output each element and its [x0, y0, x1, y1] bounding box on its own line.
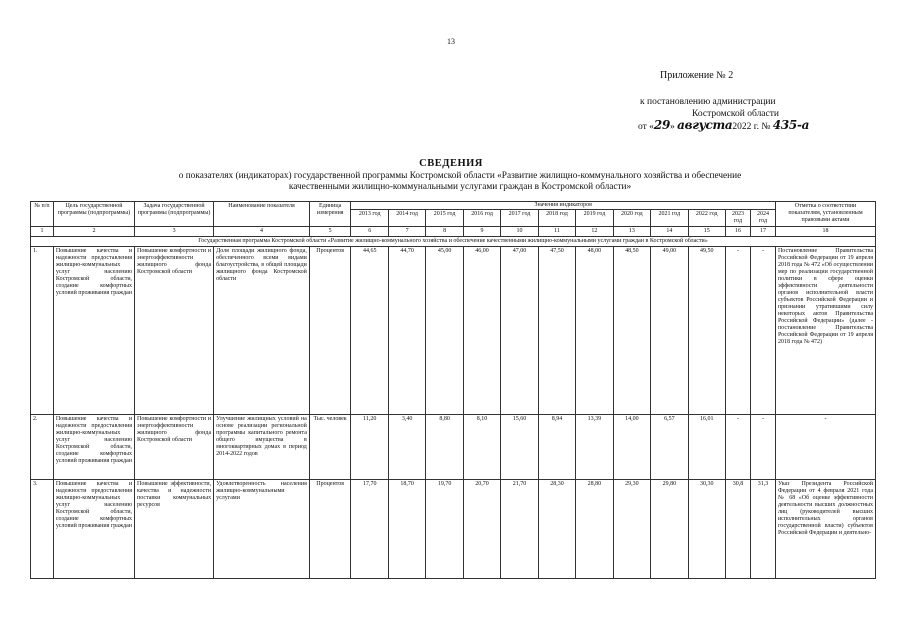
header-year: 2019 год [576, 210, 613, 227]
row-num: 2. [31, 415, 54, 480]
row-value: 15,60 [501, 415, 538, 480]
row-indicator-name: Улучшение жилищных условий на основе реализации региональной программы капитального ремонта общего имущества в многоквартирных домах в период 2014-2022 годов [214, 415, 310, 480]
row-unit: Процентов [309, 247, 351, 415]
program-title: Государственная программа Костромской области «Развитие жилищно-коммунального хозяйства и обеспечение качественными жилищно-коммунальными услугами граждан в Костромской области» [31, 237, 876, 247]
column-index: 3 [135, 227, 214, 237]
row-value: 47,50 [538, 247, 575, 415]
row-num: 3. [31, 480, 54, 579]
row-value: 44,65 [351, 247, 388, 415]
header-values: Значения индикаторов [351, 202, 776, 210]
header-note: Отметка о соответствии показателям, установленным правовыми актами [775, 202, 875, 227]
header-year: 2021 год [651, 210, 688, 227]
document-subtitle: о показателях (индикаторах) государственной программы Костромской области «Развитие жилищно-коммунального хозяйства и обеспечение качественными жилищно-коммунальными услугами граждан в Костромской области» [178, 171, 742, 192]
row-value: - [726, 415, 751, 480]
column-index: 16 [726, 227, 751, 237]
row-value: 31,3 [750, 480, 775, 579]
row-value: 11,20 [351, 415, 388, 480]
decree-date-mid: » [670, 122, 675, 132]
row-task: Повышение комфортности и энергоэффективности жилищного фонда Костромской области [135, 247, 214, 415]
column-index: 6 [351, 227, 388, 237]
header-year: 2013 год [351, 210, 388, 227]
column-index: 11 [538, 227, 575, 237]
column-index: 7 [388, 227, 425, 237]
row-unit: Тыс. человек [309, 415, 351, 480]
header-row-1 [31, 202, 876, 210]
page-number: 13 [447, 37, 455, 46]
column-index: 17 [750, 227, 775, 237]
column-index: 15 [688, 227, 725, 237]
row-value: 16,01 [688, 415, 725, 480]
row-value: 30,8 [726, 480, 751, 579]
header-year: 2017 год [501, 210, 538, 227]
row-value: 8,80 [426, 415, 463, 480]
row-value: 49,50 [688, 247, 725, 415]
header-goal: Цель государственной программы (подпрограммы) [53, 202, 134, 227]
row-value: 20,70 [463, 480, 500, 579]
row-note: Постановление Правительства Российской Федерации от 19 апреля 2018 года № 472 «Об осуществлении мер по реализации государственной политики в сфере оценки эффективности деятельности органов исполнительной власти субъектов Российской Федерации и признании утратившими силу некоторых актов Правительства Российской Федерации» (далее - постановление Правительства Российской Федерации от 19 апреля 2018 года № 472) [775, 247, 875, 415]
column-index: 2 [53, 227, 134, 237]
row-indicator-name: Удовлетворенность населения жилищно-коммунальными услугами [214, 480, 310, 579]
appendix-label: Приложение № 2 [660, 70, 734, 81]
table-row [31, 480, 876, 579]
row-indicator-name: Доля площади жилищного фонда, обеспеченного всеми видами благоустройства, в общей площади жилищного фонда Костромской области [214, 247, 310, 415]
row-value: 19,70 [426, 480, 463, 579]
column-index: 13 [613, 227, 650, 237]
decree-line-1: к постановлению администрации [640, 97, 776, 107]
row-value: 28,30 [538, 480, 575, 579]
row-task: Повышение эффективности, качества и надежности поставки коммунальных ресурсов [135, 480, 214, 579]
row-value: 48,50 [613, 247, 650, 415]
row-value: 46,00 [463, 247, 500, 415]
column-index: 1 [31, 227, 54, 237]
column-index: 5 [309, 227, 351, 237]
program-row [31, 237, 876, 247]
table-row [31, 247, 876, 415]
row-value: 45,00 [426, 247, 463, 415]
row-value: - [750, 415, 775, 480]
table-row [31, 415, 876, 480]
column-index: 12 [576, 227, 613, 237]
header-task: Задача государственной программы (подпрограммы) [135, 202, 214, 227]
row-value: 8,10 [463, 415, 500, 480]
handwritten-number: 435-а [772, 118, 810, 132]
row-goal: Повышение качества и надежности предоставления жилищно-коммунальных услуг населению Костромской области, создание комфортных условий проживания граждан [53, 480, 134, 579]
row-value: 29,30 [613, 480, 650, 579]
column-index: 9 [463, 227, 500, 237]
column-index-row [31, 227, 876, 237]
column-index: 10 [501, 227, 538, 237]
row-value: 21,70 [501, 480, 538, 579]
header-year: 2016 год [463, 210, 500, 227]
row-value: 29,80 [651, 480, 688, 579]
row-value: 18,70 [388, 480, 425, 579]
header-name: Наименование показателя [214, 202, 310, 227]
header-year: 2014 год [388, 210, 425, 227]
decree-date-year: 2022 г. № [732, 122, 771, 132]
handwritten-month: августа [677, 118, 733, 132]
row-value: 3,40 [388, 415, 425, 480]
column-index: 18 [775, 227, 875, 237]
row-num: 1. [31, 247, 54, 415]
document-title: СВЕДЕНИЯ [419, 158, 483, 169]
row-value: 30,30 [688, 480, 725, 579]
row-note: - [775, 415, 875, 480]
row-value: 13,39 [576, 415, 613, 480]
decree-reference [640, 97, 809, 134]
header-num: № п/п [31, 202, 54, 227]
handwritten-day: 29 [653, 118, 671, 132]
decree-date-prefix: от « [638, 122, 654, 132]
row-value: - [726, 247, 751, 415]
row-goal: Повышение качества и надежности предоставления жилищно-коммунальных услуг населению Костромской области, создание комфортных условий проживания граждан [53, 415, 134, 480]
row-value: 14,00 [613, 415, 650, 480]
row-value: 44,70 [388, 247, 425, 415]
row-value: 28,80 [576, 480, 613, 579]
row-goal: Повышение качества и надежности предоставления жилищно-коммунальных услуг населению Костромской области, создание комфортных условий проживания граждан [53, 247, 134, 415]
header-year: 2023 год [726, 210, 751, 227]
column-index: 4 [214, 227, 310, 237]
row-value: - [750, 247, 775, 415]
header-year: 2022 год [688, 210, 725, 227]
row-value: 8,94 [538, 415, 575, 480]
header-year: 2024 год [750, 210, 775, 227]
row-value: 6,57 [651, 415, 688, 480]
decree-date-line [638, 120, 809, 134]
header-year: 2018 год [538, 210, 575, 227]
header-year: 2015 год [426, 210, 463, 227]
row-unit: Процентов [309, 480, 351, 579]
row-note: Указ Президента Российской Федерации от 4 февраля 2021 года № 68 «Об оценке эффективности деятельности высших должностных лиц (руководителей высших исполнительных органов государственной власти) субъектов Российской Федерации и деятельно- [775, 480, 875, 579]
row-value: 47,00 [501, 247, 538, 415]
header-year: 2020 год [613, 210, 650, 227]
decree-line-2: Костромской области [692, 108, 779, 119]
row-value: 48,00 [576, 247, 613, 415]
row-value: 17,70 [351, 480, 388, 579]
row-value: 49,00 [651, 247, 688, 415]
column-index: 14 [651, 227, 688, 237]
header-unit: Единица измерения [309, 202, 351, 227]
column-index: 8 [426, 227, 463, 237]
row-task: Повышение комфортности и энергоэффективности жилищного фонда Костромской области [135, 415, 214, 480]
indicators-table [30, 201, 876, 579]
